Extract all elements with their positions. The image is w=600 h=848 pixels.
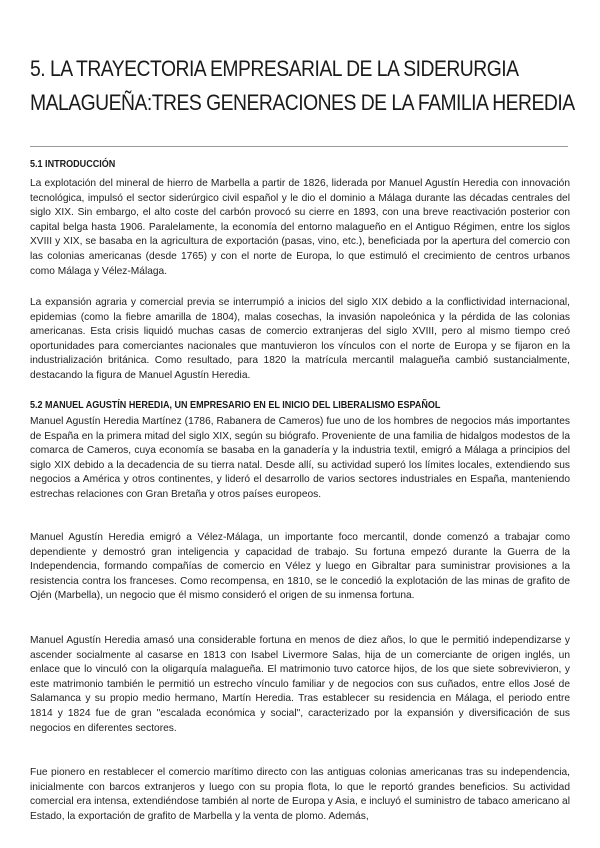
heredia-paragraph-1: Manuel Agustín Heredia Martínez (1786, Rabanera de Cameros) fue uno de los hombres de negocios más importantes de España en la primera mitad del siglo XIX, según su biógrafo. Proveniente de una familia de hidalgos modestos de la comarca de Cameros, cuya economía se basaba en la ganadería y la industria textil, emigró a Málaga a principios del siglo XIX debido a la decadencia de su tierra natal. Desde allí, su actividad superó los límites locales, extendiendo sus negocios a América y otros continentes, y lideró el desarrollo de varios sectores industriales en España, manteniendo estrechas relaciones con Gran Bretaña y otros países europeos. xyxy=(30,416,570,500)
heredia-paragraph-2: Manuel Agustín Heredia emigró a Vélez-Málaga, un importante foco mercantil, donde comenzó a trabajar como dependiente y demostró gran inteligencia y capacidad de trabajo. Su fortuna empezó durante la Guerra de la Independencia, formando compañías de comercio en Vélez y luego en Gibraltar para suministrar provisiones a la resistencia contra los franceses. Como recompensa, en 1810, se le concedió la explotación de las minas de grafito de Ojén (Marbella), un negocio que él mismo consideró el origen de su inmensa fortuna. xyxy=(30,532,570,602)
section-heading-heredia: 5.2 MANUEL AGUSTÍN HEREDIA, UN EMPRESARIO EN EL INICIO DEL LIBERALISMO ESPAÑOL xyxy=(30,399,441,411)
intro-paragraph-1: La explotación del mineral de hierro de Marbella a partir de 1826, liderada por Manuel Agustín Heredia con innovación tecnológica, impulsó el sector siderúrgico civil español y le dio el dominio a Málaga durante las décadas centrales del siglo XIX. Sin embargo, el alto coste del carbón provocó su cierre en 1893, con una breve reactivación posterior con capital belga hasta 1906. Paralelamente, la economía del entorno malagueño en el Antiguo Régimen, entre los siglos XVIII y XIX, se basaba en la agricultura de exportación (pasas, vino, etc.), beneficiada por la apertura del comercio con las colonias americanas (desde 1765) y con el norte de Europa, lo que estimuló el crecimiento de centros urbanos como Málaga y Vélez-Málaga. xyxy=(30,178,570,277)
heredia-paragraph-4: Fue pionero en restablecer el comercio marítimo directo con las antiguas colonias americanas tras su independencia, inicialmente con barcos extranjeros y luego con su propia flota, lo que le reportó grandes beneficios. Su actividad comercial era intensa, extendiéndose también al norte de Europa y Asia, e incluyó el suministro de tabaco americano al Estado, la exportación de grafito de Marbella y la venta de plomo. Además, xyxy=(30,767,570,822)
heredia-paragraph-3: Manuel Agustín Heredia amasó una considerable fortuna en menos de diez años, lo que le permitió independizarse y ascender socialmente al casarse en 1813 con Isabel Livermore Salas, hija de un comerciante de origen inglés, un enlace que lo vinculó con la oligarquía malagueña. El matrimonio tuvo catorce hijos, de los que siete sobrevivieron, y este matrimonio también le permitió un estrecho vínculo familiar y de negocios con sus cuñados, entre ellos José de Salamanca y su propio medio hermano, Martín Heredia. Tras establecer su residencia en Málaga, el periodo entre 1814 y 1824 fue de gran "escalada económica y social", caracterizado por la expansión y diversificación de sus negocios en diferentes sectores. xyxy=(30,635,570,734)
title-line-1: 5. LA TRAYECTORIA EMPRESARIAL DE LA SIDERURGIA xyxy=(30,56,519,81)
section-heading-intro: 5.1 INTRODUCCIÓN xyxy=(30,158,116,170)
title-divider xyxy=(30,146,568,147)
page-title xyxy=(30,52,580,120)
title-line-2: MALAGUEÑA:TRES GENERACIONES DE LA FAMILIA HEREDIA xyxy=(30,90,575,115)
intro-paragraph-2: La expansión agraria y comercial previa se interrumpió a inicios del siglo XIX debido a la conflictividad internacional, epidemias (como la fiebre amarilla de 1804), malas cosechas, la invasión napoleónica y la pérdida de las colonias americanas. Esta crisis liquidó muchas casas de comercio extranjeras del siglo XVIII, pero al mismo tiempo creó oportunidades para comerciantes nacionales que mantuvieron los vínculos con el norte de Europa y se fijaron en la industrialización británica. Como resultado, para 1820 la matrícula mercantil malagueña cambió sustancialmente, destacando la figura de Manuel Agustín Heredia. xyxy=(30,297,570,381)
